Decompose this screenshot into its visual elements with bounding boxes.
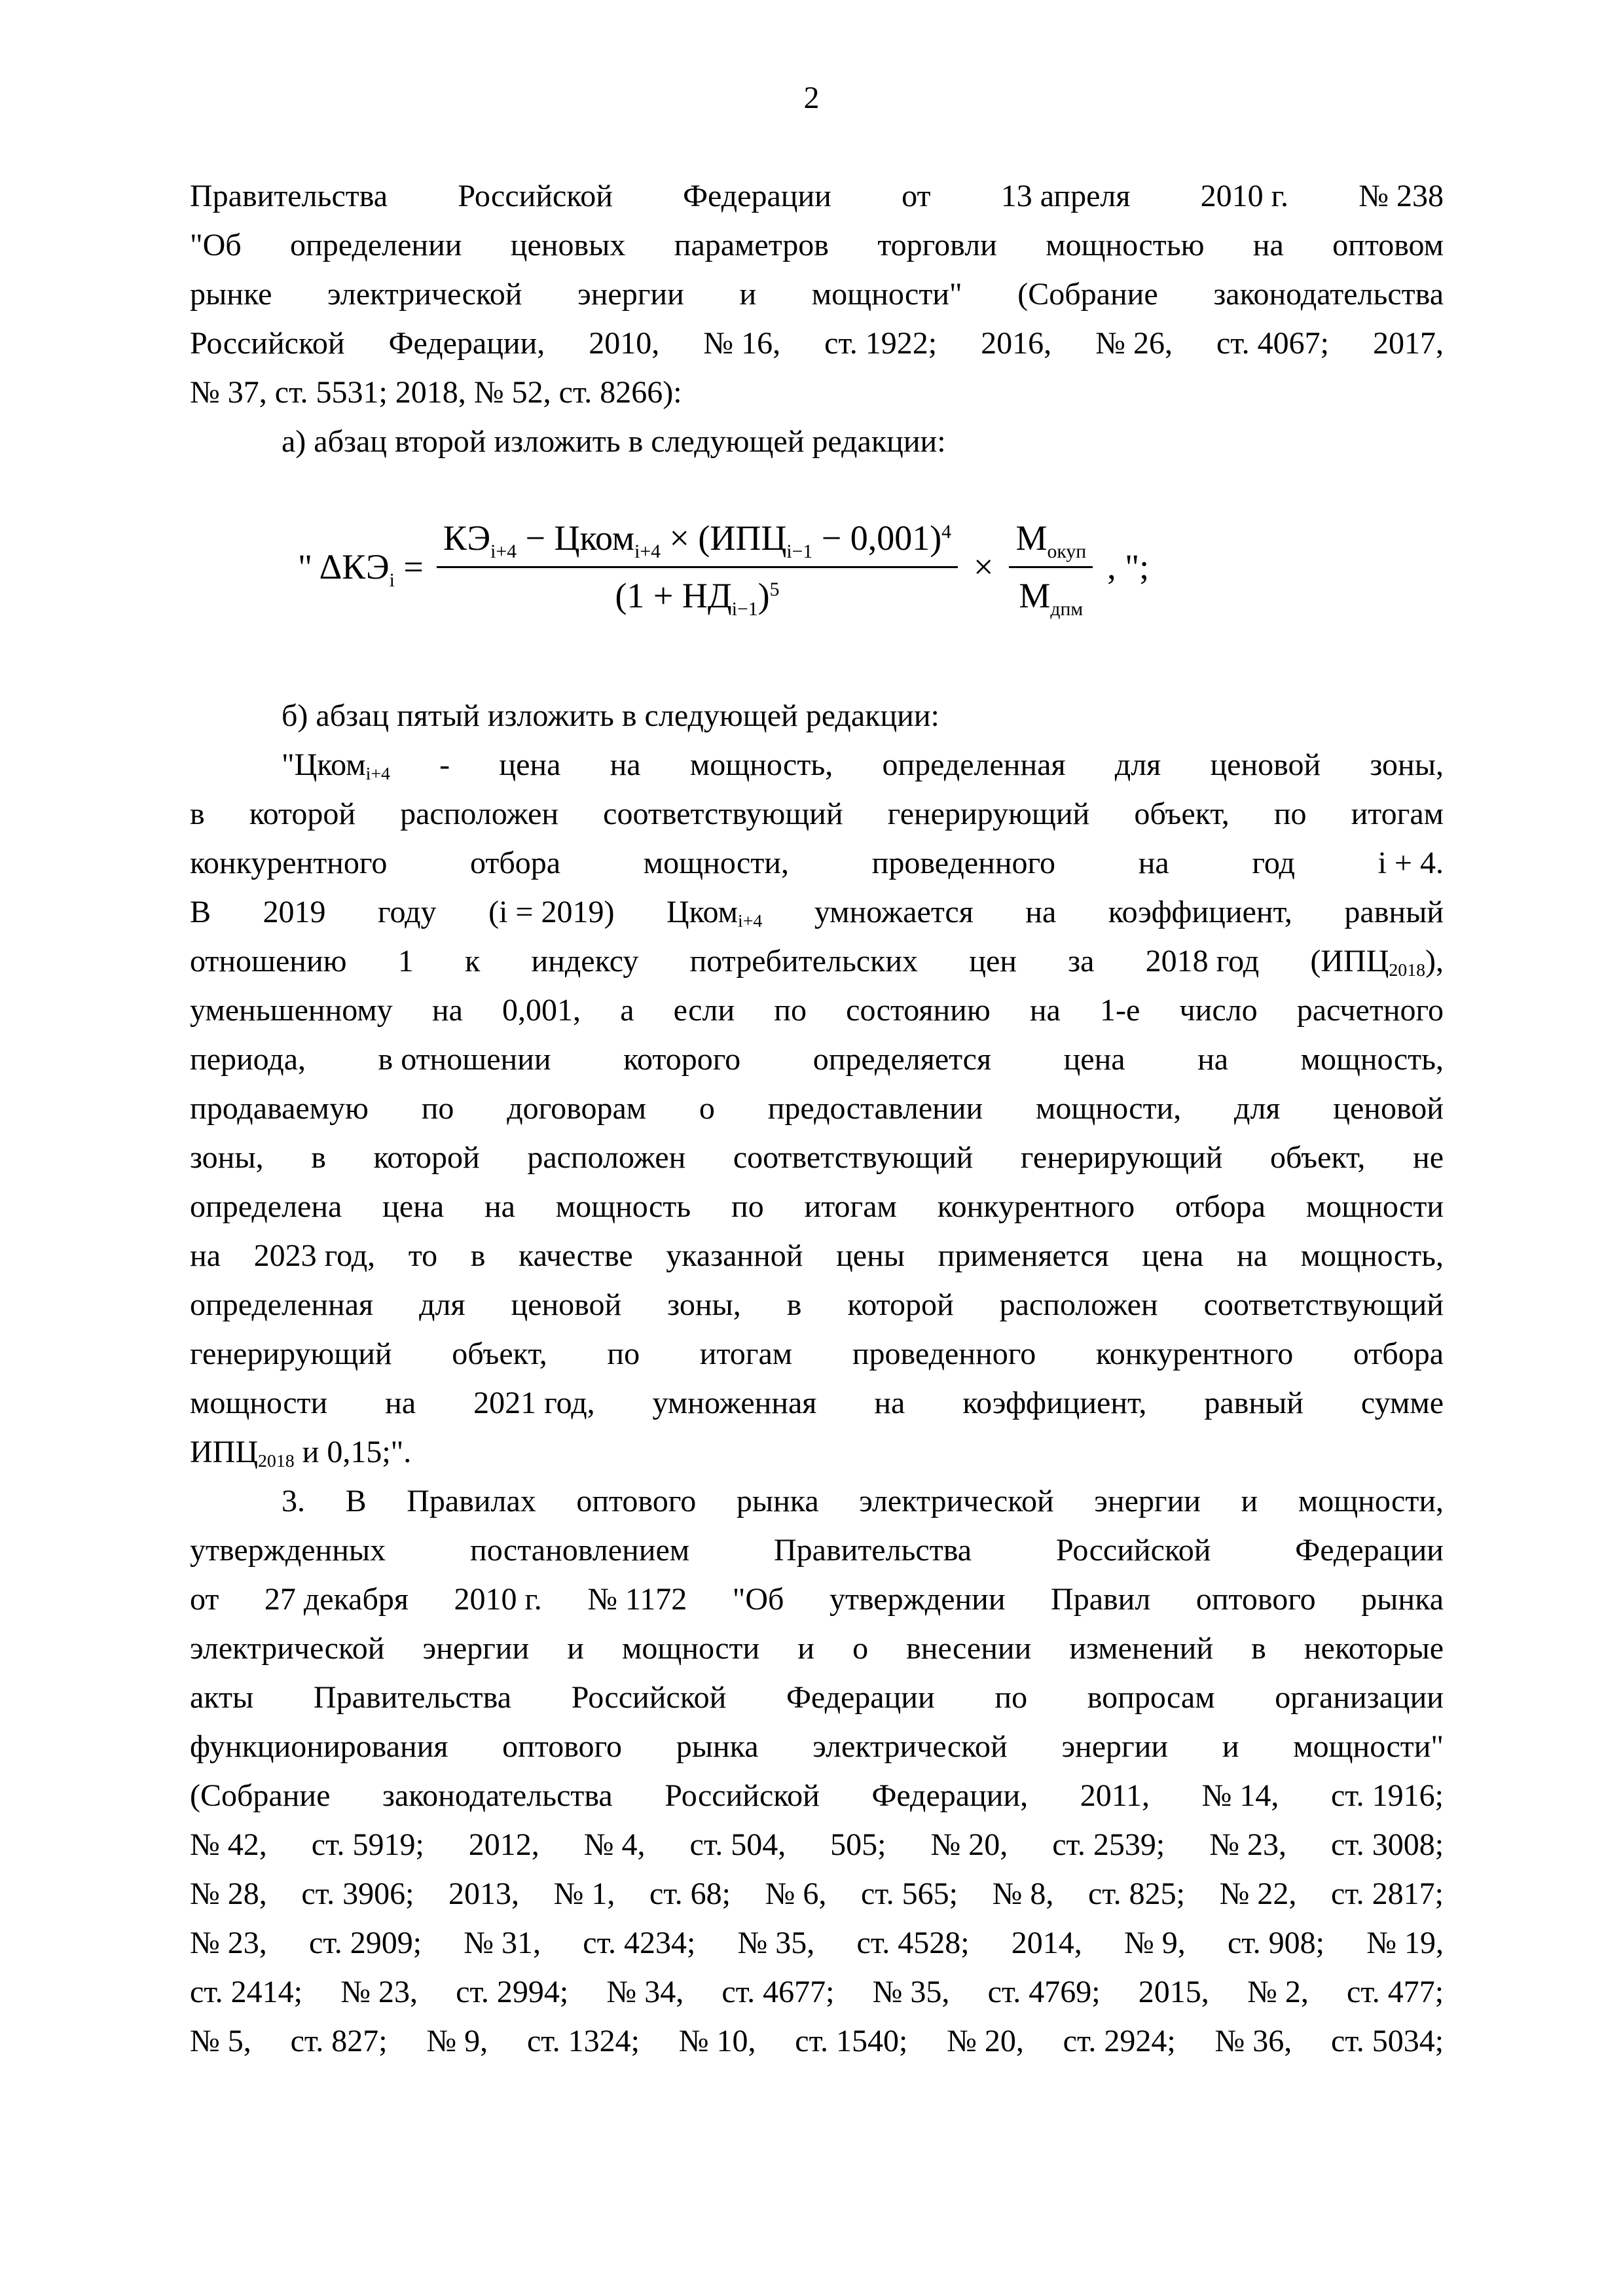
text-line: а) абзац второй изложить в следующей редакции: bbox=[282, 424, 946, 459]
formula-main-numerator: $КЭ_{i+4}$ − Цком$_{i+4}$ × $(ИПЦ_{i-1} - 0,001)^4$ bbox=[437, 517, 958, 568]
text-line: генерирующий объект, по итогам проведенного конкурентного отбора bbox=[190, 1336, 1444, 1371]
multiplication-sign: × bbox=[974, 547, 994, 586]
formula-m-fraction bbox=[1009, 517, 1093, 620]
text-line: "Цком$_{i+4}$ - цена на мощность, определенная для ценовой зоны, bbox=[282, 747, 1444, 784]
text-line: зоны, в которой расположен соответствующий генерирующий объект, не bbox=[190, 1140, 1444, 1175]
text-line: в которой расположен соответствующий генерирующий объект, по итогам bbox=[190, 797, 1444, 831]
formula-m-numerator: $М_{окуп}$ bbox=[1009, 517, 1093, 568]
paragraph-tskom-definition bbox=[190, 740, 1444, 1477]
paragraph-intro-citation bbox=[190, 171, 1444, 417]
text-line: № 23, ст. 2909; № 31, ст. 4234; № 35, ст. 4528; 2014, № 9, ст. 908; № 19, bbox=[190, 1926, 1444, 1960]
text-line: рынке электрической энергии и мощности" (Собрание законодательства bbox=[190, 277, 1444, 312]
text-line: функционирования оптового рынка электрической энергии и мощности" bbox=[190, 1729, 1444, 1764]
text-line: конкурентного отбора мощности, проведенного на год i + 4. bbox=[190, 846, 1444, 880]
text-line: "Об определении ценовых параметров торговли мощностью на оптовом bbox=[190, 228, 1444, 262]
text-line: ст. 2414; № 23, ст. 2994; № 34, ст. 4677; № 35, ст. 4769; 2015, № 2, ст. 477; bbox=[190, 1975, 1444, 2009]
formula-main-denominator: $(1 + НД_{i-1})^5$ bbox=[615, 575, 780, 620]
text-line: от 27 декабря 2010 г. № 1172 "Об утверждении Правил оптового рынка bbox=[190, 1582, 1444, 1617]
text-line: б) абзац пятый изложить в следующей редакции: bbox=[282, 698, 939, 733]
formula-tail: , "; bbox=[1107, 547, 1150, 586]
text-line: отношению 1 к индексу потребительских цен за 2018 год $(ИПЦ_{2018})$, bbox=[190, 944, 1444, 980]
text-line: $ИПЦ_{2018}$ и 0,15;". bbox=[190, 1435, 412, 1471]
text-line: № 37, ст. 5531; 2018, № 52, ст. 8266): bbox=[190, 375, 682, 410]
text-line: периода, в отношении которого определяется цена на мощность, bbox=[190, 1042, 1444, 1077]
text-line: № 5, ст. 827; № 9, ст. 1324; № 10, ст. 1540; № 20, ст. 2924; № 36, ст. 5034; bbox=[190, 2024, 1444, 2058]
text-line: № 42, ст. 5919; 2012, № 4, ст. 504, 505; № 20, ст. 2539; № 23, ст. 3008; bbox=[190, 1827, 1444, 1862]
text-line: 3. В Правилах оптового рынка электрической энергии и мощности, bbox=[282, 1484, 1444, 1518]
formula-lhs: " $\Delta КЭ_i$ = bbox=[298, 547, 424, 591]
text-line: № 28, ст. 3906; 2013, № 1, ст. 68; № 6, ст. 565; № 8, ст. 825; № 22, ст. 2817; bbox=[190, 1876, 1444, 1911]
text-line: утвержденных постановлением Правительства Российской Федерации bbox=[190, 1533, 1444, 1568]
text-line: Российской Федерации, 2010, № 16, ст. 1922; 2016, № 26, ст. 4067; 2017, bbox=[190, 326, 1444, 361]
document-body bbox=[190, 171, 1444, 2066]
text-line: определенная для ценовой зоны, в которой расположен соответствующий bbox=[190, 1287, 1444, 1322]
text-line: уменьшенному на 0,001, а если по состоянию на 1-е число расчетного bbox=[190, 993, 1444, 1028]
text-line: продаваемую по договорам о предоставлении мощности, для ценовой bbox=[190, 1091, 1444, 1126]
text-line: электрической энергии и мощности и о внесении изменений в некоторые bbox=[190, 1631, 1444, 1666]
formula-delta-ke bbox=[298, 517, 1150, 620]
formula-block bbox=[190, 466, 1444, 691]
page-number: 2 bbox=[803, 81, 820, 115]
text-line: акты Правительства Российской Федерации по вопросам организации bbox=[190, 1680, 1444, 1715]
text-line: определена цена на мощность по итогам конкурентного отбора мощности bbox=[190, 1189, 1444, 1224]
paragraph-item-a bbox=[190, 417, 1444, 466]
formula-main-fraction bbox=[437, 517, 958, 620]
text-line: мощности на 2021 год, умноженная на коэффициент, равный сумме bbox=[190, 1386, 1444, 1420]
text-line: В 2019 году (i = 2019) Цком$_{i+4}$ умножается на коэффициент, равный bbox=[190, 895, 1444, 931]
paragraph-point-3 bbox=[190, 1477, 1444, 2066]
text-line: на 2023 год, то в качестве указанной цены применяется цена на мощность, bbox=[190, 1238, 1444, 1273]
formula-m-denominator: $М_{дпм}$ bbox=[1019, 575, 1084, 620]
paragraph-item-b bbox=[190, 691, 1444, 740]
text-line: (Собрание законодательства Российской Федерации, 2011, № 14, ст. 1916; bbox=[190, 1778, 1444, 1813]
text-line: Правительства Российской Федерации от 13 апреля 2010 г. № 238 bbox=[190, 179, 1444, 213]
